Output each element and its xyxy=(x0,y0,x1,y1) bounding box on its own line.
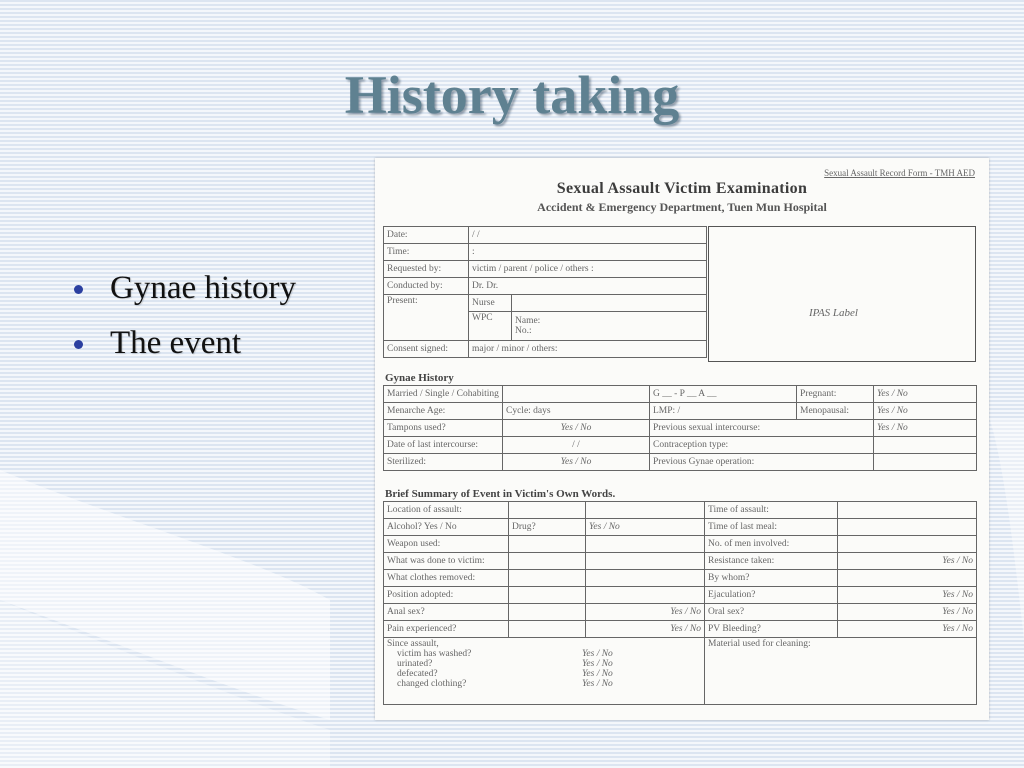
cell: Time: xyxy=(384,244,469,261)
cell: By whom? xyxy=(705,570,838,587)
form-header-table xyxy=(383,226,707,358)
cell xyxy=(509,621,586,638)
cell: Name: No.: xyxy=(512,312,707,341)
cell xyxy=(586,587,705,604)
cell: Tampons used? xyxy=(384,420,503,437)
cell: Date of last intercourse: xyxy=(384,437,503,454)
cell: Yes / No xyxy=(503,454,650,471)
cell xyxy=(838,519,977,536)
since-item xyxy=(387,679,701,689)
table-row xyxy=(384,420,977,437)
cell: Menopausal: xyxy=(797,403,874,420)
cell: victim / parent / police / others : xyxy=(469,261,707,278)
table-row xyxy=(384,261,707,278)
cell: Pregnant: xyxy=(797,386,874,403)
cell xyxy=(874,437,977,454)
since-assault-label: Since assault, xyxy=(387,639,439,649)
table-row xyxy=(384,604,977,621)
cell: Time of last meal: xyxy=(705,519,838,536)
cell: Cycle: days xyxy=(503,403,650,420)
table-row xyxy=(384,553,977,570)
since-item-label: urinated? xyxy=(397,659,433,669)
cell xyxy=(586,502,705,519)
cell: Requested by: xyxy=(384,261,469,278)
table-row xyxy=(384,519,977,536)
cell: Sterilized: xyxy=(384,454,503,471)
form-reference: Sexual Assault Record Form - TMH AED xyxy=(824,168,975,178)
scanned-form-image xyxy=(375,158,989,720)
table-row xyxy=(384,454,977,471)
cell: No. of men involved: xyxy=(705,536,838,553)
cell: Drug? xyxy=(509,519,586,536)
cell: Conducted by: xyxy=(384,278,469,295)
cell: Menarche Age: xyxy=(384,403,503,420)
cell xyxy=(838,536,977,553)
cell xyxy=(586,570,705,587)
table-row xyxy=(384,587,977,604)
cell: PV Bleeding? xyxy=(705,621,838,638)
bullet-dot-icon xyxy=(74,285,83,294)
cell xyxy=(503,386,650,403)
cell xyxy=(512,295,707,312)
cell xyxy=(586,553,705,570)
since-item-value: Yes / No xyxy=(582,659,613,669)
cell xyxy=(509,587,586,604)
cell: Alcohol? Yes / No xyxy=(384,519,509,536)
cell xyxy=(838,570,977,587)
cell xyxy=(509,502,586,519)
since-item-value: Yes / No xyxy=(582,649,613,659)
cell: Yes / No xyxy=(503,420,650,437)
cell: Yes / No xyxy=(838,604,977,621)
since-item xyxy=(387,669,701,679)
cell: What was done to victim: xyxy=(384,553,509,570)
table-row xyxy=(384,621,977,638)
cell: LMP: / xyxy=(650,403,797,420)
cell: What clothes removed: xyxy=(384,570,509,587)
form-subtitle: Accident & Emergency Department, Tuen Mun Hospital xyxy=(537,200,827,214)
cell: Yes / No xyxy=(874,403,977,420)
gynae-history-heading: Gynae History xyxy=(385,372,454,384)
bullet-text: Gynae history xyxy=(110,270,297,306)
table-row xyxy=(384,386,977,403)
cell: Yes / No xyxy=(586,519,705,536)
gynae-history-table xyxy=(383,385,977,471)
cell xyxy=(838,502,977,519)
cell: Ejaculation? xyxy=(705,587,838,604)
table-row xyxy=(384,227,707,244)
table-row xyxy=(384,536,977,553)
cell xyxy=(509,570,586,587)
form-title: Sexual Assault Victim Examination xyxy=(556,180,808,197)
bullet-list xyxy=(70,270,296,380)
cell: Position adopted: xyxy=(384,587,509,604)
table-row xyxy=(384,403,977,420)
cell: Anal sex? xyxy=(384,604,509,621)
cell xyxy=(586,536,705,553)
since-item xyxy=(387,649,701,659)
cell: Dr. Dr. xyxy=(469,278,707,295)
cell: Yes / No xyxy=(586,621,705,638)
table-row xyxy=(384,341,707,358)
cell: Date: xyxy=(384,227,469,244)
table-row xyxy=(384,638,977,705)
cell xyxy=(874,454,977,471)
since-item xyxy=(387,659,701,669)
cell: Nurse xyxy=(469,295,512,312)
cell: G __ - P __ A __ xyxy=(650,386,797,403)
table-row xyxy=(384,244,707,261)
cell: major / minor / others: xyxy=(469,341,707,358)
cell: Resistance taken: xyxy=(705,553,838,570)
cell: Consent signed: xyxy=(384,341,469,358)
cell: Married / Single / Cohabiting xyxy=(384,386,503,403)
cell: Pain experienced? xyxy=(384,621,509,638)
table-row xyxy=(384,437,977,454)
since-item-label: changed clothing? xyxy=(397,679,467,689)
since-item-label: defecated? xyxy=(397,669,438,679)
cell: Yes / No xyxy=(838,553,977,570)
since-item-label: victim has washed? xyxy=(397,649,472,659)
cell: / / xyxy=(503,437,650,454)
cell xyxy=(509,536,586,553)
cell: Yes / No xyxy=(838,621,977,638)
cell: Oral sex? xyxy=(705,604,838,621)
bullet-item xyxy=(70,325,296,362)
cell: Contraception type: xyxy=(650,437,874,454)
cell: WPC xyxy=(469,312,512,341)
ipas-label-box xyxy=(708,226,976,362)
cell: Yes / No xyxy=(874,386,977,403)
material-cleaning-cell: Material used for cleaning: xyxy=(705,638,977,705)
event-summary-table xyxy=(383,501,977,705)
event-summary-heading: Brief Summary of Event in Victim's Own Words. xyxy=(385,488,616,500)
cell: Location of assault: xyxy=(384,502,509,519)
cell: Yes / No xyxy=(874,420,977,437)
cell: Present: xyxy=(384,295,469,341)
cell: Weapon used: xyxy=(384,536,509,553)
cell: Previous sexual intercourse: xyxy=(650,420,874,437)
bullet-text: The event xyxy=(110,325,242,361)
cell: Yes / No xyxy=(586,604,705,621)
bullet-dot-icon xyxy=(74,340,83,349)
slide-title: History taking xyxy=(344,65,680,125)
since-item-value: Yes / No xyxy=(582,669,613,679)
ipas-label-text: IPAS Label xyxy=(809,307,858,319)
cell xyxy=(509,553,586,570)
table-row xyxy=(384,502,977,519)
table-row xyxy=(384,295,707,312)
cell: : xyxy=(469,244,707,261)
table-row xyxy=(384,278,707,295)
since-item-value: Yes / No xyxy=(582,679,613,689)
bullet-item xyxy=(70,270,296,307)
table-row xyxy=(384,570,977,587)
cell: Yes / No xyxy=(838,587,977,604)
cell: / / xyxy=(469,227,707,244)
cell xyxy=(509,604,586,621)
cell: Previous Gynae operation: xyxy=(650,454,874,471)
since-assault-cell xyxy=(384,638,705,705)
cell: Time of assault: xyxy=(705,502,838,519)
